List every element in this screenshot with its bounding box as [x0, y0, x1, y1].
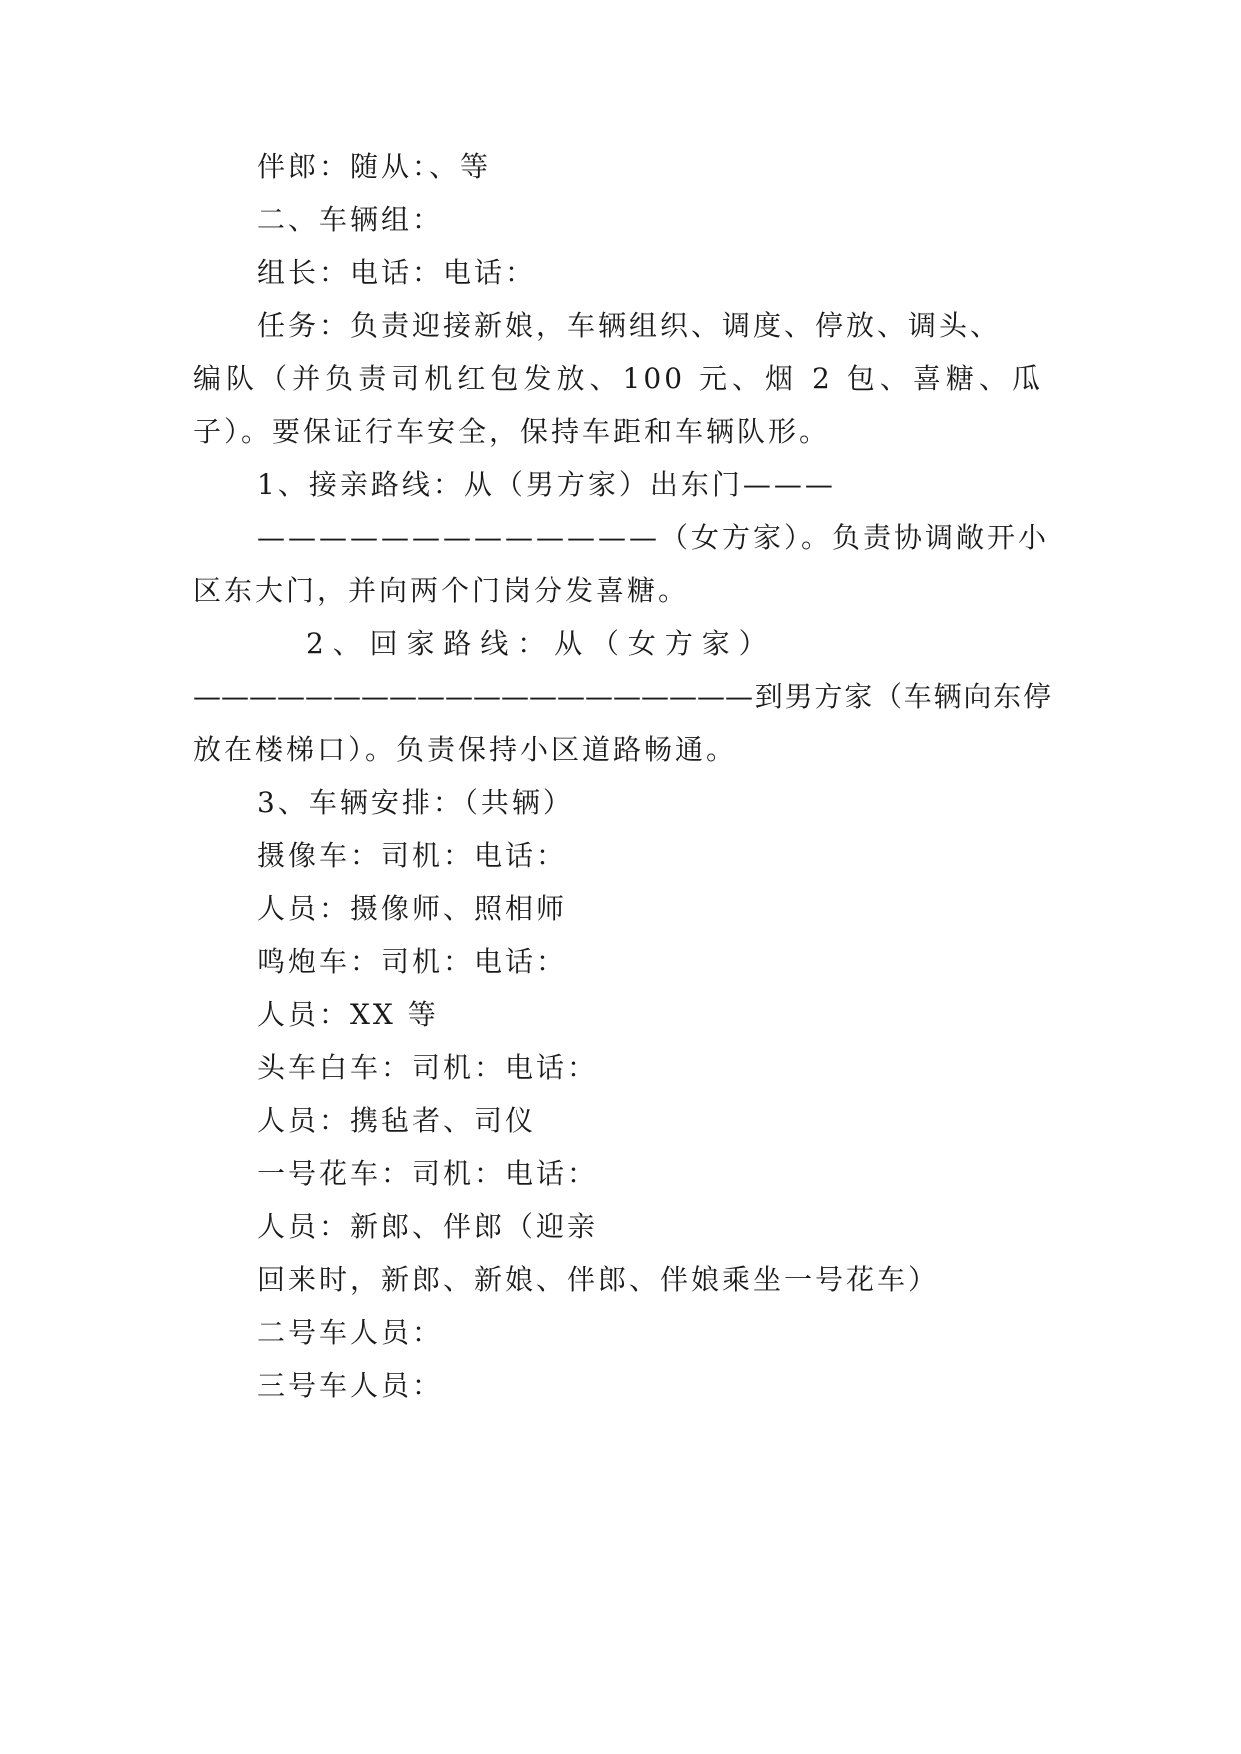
- text-line: ————————————————————到男方家（车辆向东停: [193, 680, 1051, 713]
- text-line: 人员：新郎、伴郎（迎亲: [257, 1210, 599, 1243]
- text-line: 鸣炮车：司机：电话：: [257, 945, 568, 978]
- text-line: 人员：摄像师、照相师: [257, 892, 568, 925]
- text-line: 区东大门，并向两个门岗分发喜糖。: [193, 574, 690, 607]
- text-line: —————————————（女方家）。负责协调敞开小: [257, 521, 1050, 554]
- text-line: 3、车辆安排：（共辆）: [257, 786, 574, 819]
- text-line: 二号车人员：: [257, 1316, 444, 1349]
- text-line: 三号车人员：: [257, 1369, 444, 1402]
- text-line: 人员：XX 等: [257, 998, 439, 1031]
- text-line: 组长：电话：电话：: [257, 256, 537, 289]
- text-line: 放在楼梯口）。负责保持小区道路畅通。: [193, 733, 738, 766]
- text-line: 回来时，新郎、新娘、伴郎、伴娘乘坐一号花车）: [257, 1263, 940, 1296]
- text-line: 人员：携毡者、司仪: [257, 1104, 537, 1137]
- text-line: 一号花车：司机：电话：: [257, 1157, 599, 1190]
- text-line: 摄像车：司机：电话：: [257, 839, 568, 872]
- text-line: 任务：负责迎接新娘，车辆组织、调度、停放、调头、: [257, 309, 1002, 342]
- text-line: 子）。要保证行车安全，保持车距和车辆队形。: [193, 415, 831, 448]
- text-line: 1、接亲路线：从（男方家）出东门———: [257, 468, 836, 501]
- text-line: 伴郎：随从：、等: [257, 150, 492, 183]
- text-line: 编队（并负责司机红包发放、100 元、烟 2 包、喜糖、瓜: [193, 362, 1043, 395]
- text-line: 头车白车：司机：电话：: [257, 1051, 599, 1084]
- text-line: 2 、 回 家 路 线 ： 从 （ 女 方 家 ）: [306, 627, 767, 660]
- section-heading: 二、车辆组：: [257, 203, 444, 236]
